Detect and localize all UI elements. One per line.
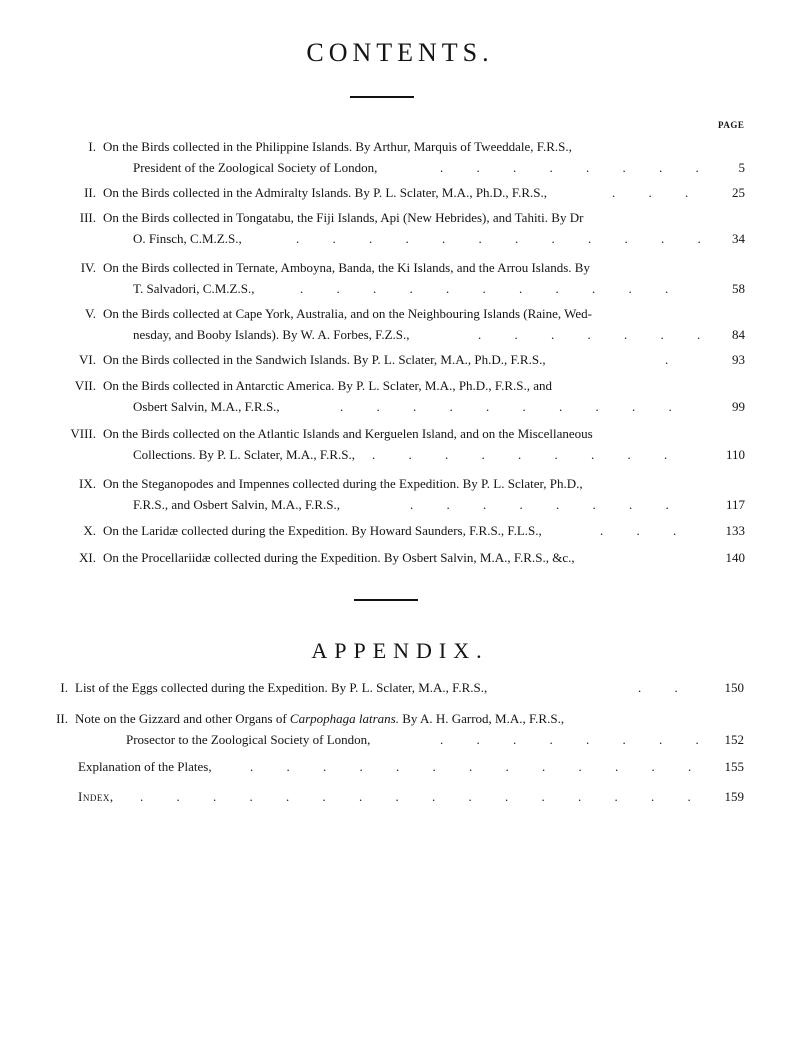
entry-text: On the Birds collected in the Admiralty Islands. By P. L. Sclater, M.A., Ph.D., F.R.S., [103,185,548,200]
entry-text: On the Birds collected in the Philippine Islands. By Arthur, Marquis of Tweeddale, F.R.S., [103,139,572,154]
entry-text: On the Birds collected in the Sandwich Islands. By P. L. Sclater, M.A., Ph.D., F.R.S., [103,352,546,367]
dot-leader [478,324,700,345]
page-number: 99 [732,399,745,414]
dot-leader [372,444,700,465]
page-number: 5 [738,160,745,175]
dot-leader [340,396,700,417]
entry-number: V. [85,306,96,321]
contents-entry [0,136,800,178]
dot-leader [612,182,700,203]
contents-entry [0,473,800,515]
dot-leader [296,228,700,249]
entry-text-continued: Osbert Salvin, M.A., F.R.S., [133,399,280,414]
entry-text-continued: F.R.S., and Osbert Salvin, M.A., F.R.S., [133,497,341,512]
entry-number: I. [60,680,68,695]
entry-number: VII. [74,378,96,393]
page-number: 150 [724,680,744,695]
dot-leader [440,157,700,178]
entry-text: On the Birds collected in Tongatabu, the Fiji Islands, Api (New Hebrides), and Tahiti. By Dr [103,210,584,225]
contents-entry [0,257,800,299]
entry-text: On the Birds collected in Antarctic America. By P. L. Sclater, M.A., Ph.D., F.R.S., and [103,378,553,393]
entry-text: On the Laridæ collected during the Expedition. By Howard Saunders, F.R.S., F.L.S., [103,523,542,538]
dot-leader [600,520,700,541]
appendix-entry [0,786,800,807]
section-rule [354,599,418,601]
appendix-entry [0,708,800,750]
entry-text-continued: President of the Zoological Society of London, [133,160,378,175]
appendix-entry [0,756,800,777]
entry-text: On the Birds collected at Cape York, Australia, and on the Neighbouring Islands (Raine, Wed- [103,306,593,321]
page-number: 140 [725,550,745,565]
page-number: 34 [732,231,745,246]
page-title: CONTENTS. [306,38,494,67]
entry-number: I. [88,139,96,154]
entry-number: IX. [79,476,96,491]
entry-text: On the Birds collected in Ternate, Amboyna, Banda, the Ki Islands, and the Arrou Islands. By [103,260,590,275]
entry-number: VIII. [70,426,96,441]
entry-text: Explanation of the Plates, [78,759,212,774]
entry-number: IV. [80,260,96,275]
contents-entry [0,182,800,203]
page-number: 93 [732,352,745,367]
entry-number: II. [56,711,68,726]
dot-leader [410,494,700,515]
entry-text: List of the Eggs collected during the Expedition. By P. L. Sclater, M.A., F.R.S., [75,680,488,695]
dot-leader [665,349,700,370]
contents-entry [0,207,800,249]
page-number: 58 [732,281,745,296]
contents-entry [0,547,800,568]
page-number: 110 [725,447,745,462]
entry-text: On the Procellariidæ collected during the Expedition. By Osbert Salvin, M.A., F.R.S., &c., [103,550,575,565]
title-rule [350,96,414,98]
appendix-entry [0,677,800,698]
entry-text: On the Birds collected on the Atlantic Islands and Kerguelen Island, and on the Miscellaneous [103,426,593,441]
page-number: 133 [725,523,745,538]
dot-leader [638,677,678,698]
page-column-label: PAGE [718,120,745,130]
entry-number: III. [79,210,96,225]
entry-text-continued: T. Salvadori, C.M.Z.S., [133,281,255,296]
page-number: 25 [732,185,745,200]
entry-number: VI. [79,352,96,367]
entry-number: II. [84,185,96,200]
entry-text: Index, [78,789,114,804]
page-number: 155 [724,759,744,774]
species-name: Carpophaga latrans. [289,711,399,726]
entry-text-continued: Prosector to the Zoological Society of London, [126,732,371,747]
contents-entry [0,349,800,370]
entry-text-continued: O. Finsch, C.M.Z.S., [133,231,242,246]
contents-entry [0,303,800,345]
dot-leader [140,786,698,807]
contents-entry [0,423,800,465]
entry-number: X. [83,523,96,538]
contents-entry [0,375,800,417]
dot-leader [440,729,698,750]
page-number: 117 [725,497,745,512]
entry-text: Note on the Gizzard and other Organs of Carpophaga latrans. By A. H. Garrod, M.A., F.R.S., [75,711,565,726]
dot-leader [250,756,698,777]
appendix-title: APPENDIX. [311,638,489,663]
page-number: 84 [732,327,745,342]
entry-text-continued: nesday, and Booby Islands). By W. A. Forbes, F.Z.S., [133,327,410,342]
entry-number: XI. [79,550,96,565]
dot-leader [300,278,700,299]
entry-text: On the Steganopodes and Impennes collected during the Expedition. By P. L. Sclater, Ph.D., [103,476,583,491]
entry-text-continued: Collections. By P. L. Sclater, M.A., F.R.S., [133,447,355,462]
page-number: 159 [724,789,744,804]
contents-entry [0,520,800,541]
page-number: 152 [724,732,744,747]
